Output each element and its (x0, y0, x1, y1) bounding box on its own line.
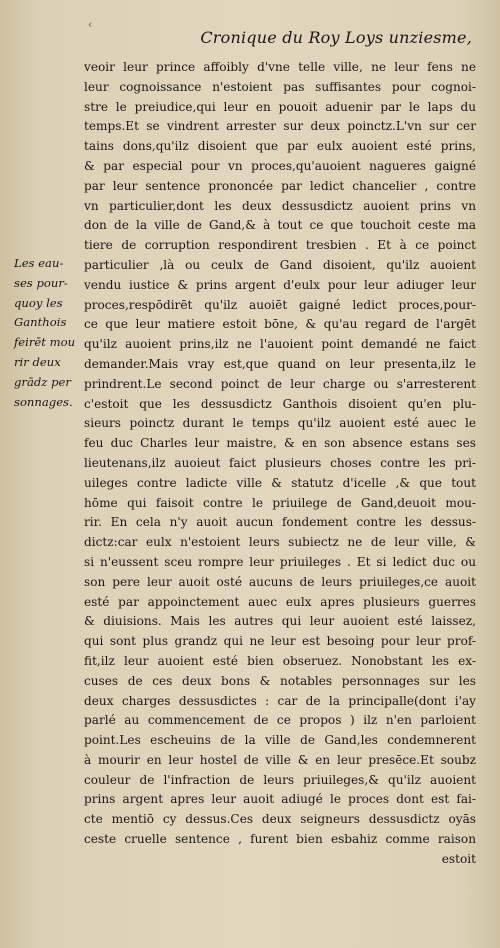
margin-note-line: Ganthois (14, 315, 67, 330)
text-line: vn particulier,dont les deux dessusdictz auoient prins vn (84, 198, 476, 213)
text-line: veoir leur prince affoibly d'vne telle ville, ne leur fens ne (84, 60, 476, 74)
text-line: couleur de l'infraction de leurs priuileges,& qu'ilz auoient (84, 772, 476, 787)
text-line: lieutenans,ilz auoieut faict plusieurs choses contre les pri- (84, 455, 476, 470)
text-line: c'estoit que les dessusdictz Ganthois disoient qu'en plu- (84, 396, 476, 411)
running-head: Cronique du Roy Loys unziesme, (200, 28, 472, 47)
text-line: qu'ilz auoient prins,ilz ne l'auoient point demandé ne faict (84, 337, 476, 352)
margin-note-line: quoy les (14, 295, 63, 310)
text-line: stre le preiudice,qui leur en pouoit aduenir par le laps du (84, 99, 476, 114)
text-line: particulier ,là ou ceulx de Gand disoient, qu'ilz auoient (84, 257, 476, 272)
text-line: uileges contre ladicte ville & statutz d'icelle ,& que tout (84, 475, 476, 490)
text-line: vendu iustice & prins argent d'eulx pour leur adiuger leur (84, 277, 476, 292)
text-line: son pere leur auoit osté aucuns de leurs priuileges,ce auoit (84, 574, 476, 589)
text-line: leur cognoissance n'estoient pas suffisantes pour cognoi- (84, 79, 476, 94)
margin-note-line: ses pour- (14, 275, 68, 290)
text-line: parlé au commencement de ce propos ) ilz n'en parloient (84, 713, 476, 728)
margin-note-line: Les eau- (14, 256, 64, 270)
margin-note-line: grādz per (14, 374, 71, 389)
margin-note (14, 254, 86, 412)
margin-note-line: rir deux (14, 354, 61, 369)
text-line: tains dons,qu'ilz disoient que par eulx auoient esté prins, (84, 139, 476, 154)
margin-note-line: feirēt mou (14, 335, 76, 350)
text-line: rir. En cela n'y auoit aucun fondement contre les dessus- (84, 515, 476, 530)
text-line: estoit (441, 851, 476, 866)
text-line: point.Les escheuins de la ville de Gand,les condemnerent (84, 733, 476, 748)
text-line: & par especial pour vn proces,qu'auoient nagueres gaigné (84, 158, 476, 173)
text-line: deux charges dessusdictes : car de la principalle(dont i'ay (84, 693, 476, 708)
text-line: & diuisions. Mais les autres qui leur auoient esté laissez, (84, 614, 476, 629)
text-line: ce que leur matiere estoit bōne, & qu'au regard de l'argēt (84, 317, 476, 332)
text-line: fit,ilz leur auoient esté bien obseruez. Nonobstant les ex- (84, 653, 476, 668)
text-line: prindrent.Le second poinct de leur charge ou s'arresterent (84, 376, 476, 391)
text-line: don de la ville de Gand,& à tout ce que touchoit ceste ma (84, 218, 476, 233)
text-line: tiere de corruption respondirent tresbien . Et à ce poinct (84, 238, 476, 253)
text-line: cuses de ces deux bons & notables personnages sur les (84, 673, 476, 688)
text-line: ceste cruelle sentence , furent bien esbahiz comme raison (84, 832, 476, 847)
text-line: feu duc Charles leur maistre, & en son absence estans ses (84, 436, 476, 451)
text-line: demander.Mais vray est,que quand on leur presenta,ilz le (84, 356, 476, 371)
text-line: hōme qui faisoit contre le priuilege de Gand,deuoit mou- (84, 495, 476, 510)
text-line: cte mentiō cy dessus.Ces deux seigneurs dessusdictz oyās (84, 812, 476, 827)
text-line: sieurs poinctz durant le temps qu'ilz auoient esté auec le (84, 416, 476, 431)
text-line: prins argent apres leur auoit adiugé le proces dont est fai- (84, 792, 476, 807)
text-line: si n'eussent sceu rompre leur priuileges . Et si ledict duc ou (84, 554, 476, 569)
page-corner-mark: ‹ (88, 18, 93, 31)
text-line: qui sont plus grandz qui ne leur est besoing pour leur prof- (84, 634, 476, 649)
text-line: à mourir en leur hostel de ville & en leur presēce.Et soubz (84, 752, 476, 767)
text-line: proces,respōdirēt qu'ilz auoiēt gaigné ledict proces,pour- (84, 297, 476, 312)
margin-note-line: sonnages. (14, 394, 73, 409)
text-line: esté par appoinctement auec eulx apres plusieurs guerres (84, 594, 476, 609)
text-line: par leur sentence prononcée par ledict chancelier , contre (84, 178, 476, 193)
text-line: dictz:car eulx n'estoient leurs subiectz ne de leur ville, & (84, 535, 476, 550)
text-line: temps.Et se vindrent arrester sur deux poinctz.L'vn sur cer (84, 119, 476, 134)
body-text (84, 58, 476, 870)
